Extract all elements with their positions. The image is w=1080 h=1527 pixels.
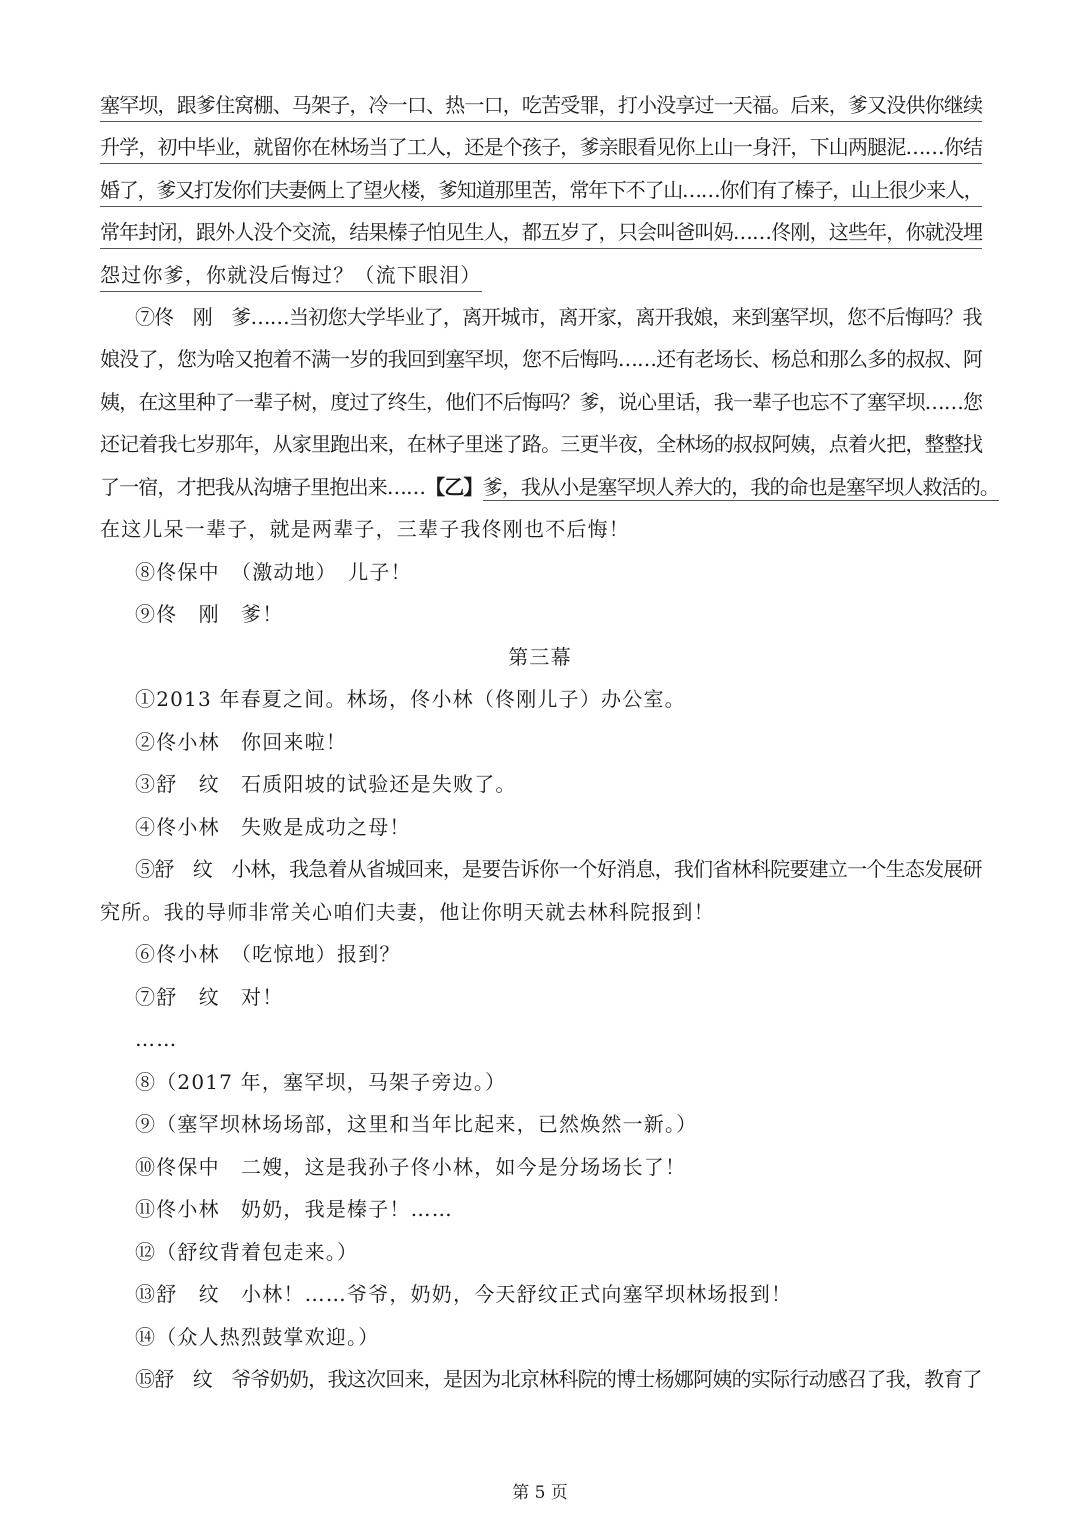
dialogue-line: ④佟小林 失败是成功之母！ <box>135 815 411 839</box>
dialogue-line: ⑮舒 纹 爷爷奶奶，我这次回来，是因为北京林科院的博士杨娜阿姨的实际行动感召了我，教育了 <box>135 1367 982 1391</box>
dialogue-line: 究所。我的导师非常关心咱们夫妻，他让你明天就去林科院报到！ <box>100 900 715 924</box>
text-line: 在这儿呆一辈子，就是两辈子，三辈子我佟刚也不后悔！ <box>100 517 630 541</box>
text-line: 还记着我七岁那年，从家里跑出来，在林子里迷了路。三更半夜，全林场的叔叔阿姨，点着火把，整整找 <box>100 432 983 456</box>
text-line: 姨，在这里种了一辈子树，度过了终生，他们不后悔吗？爹，说心里话，我一辈子也忘不了塞罕坝……您 <box>100 390 983 414</box>
dialogue-line: ⑬舒 纹 小林！……爷爷，奶奶，今天舒纹正式向塞罕坝林场报到！ <box>135 1282 793 1306</box>
text-line: 升学，初中毕业，就留你在林场当了工人，还是个孩子，爹亲眼看见你上山一身汗，下山两腿泥……你结 <box>100 132 982 164</box>
dialogue-line: ②佟小林 你回来啦！ <box>135 730 347 754</box>
dialogue-line: ①2013 年春夏之间。林场，佟小林（佟刚儿子）办公室。 <box>135 687 686 711</box>
section-title: 第三幕 <box>508 645 572 669</box>
dialogue-line: ⑥佟小林 （吃惊地）报到？ <box>135 942 401 966</box>
dialogue-line: ⑦舒 纹 对！ <box>135 985 284 1009</box>
page-number: 第 5 页 <box>512 1483 568 1503</box>
text-line: 怨过你爹，你就没后悔过？（流下眼泪） <box>100 260 482 292</box>
text-line: 婚了，爹又打发你们夫妻俩上了望火楼，爹知道那里苦，常年下不了山……你们有了榛子，山上很少来人， <box>100 175 982 207</box>
dialogue-line: ⑧（2017 年，塞罕坝，马架子旁边。） <box>135 1070 507 1094</box>
text-line: ⑦佟 刚 爹……当初您大学毕业了，离开城市，离开家，离开我娘，来到塞罕坝，您不后悔吗？我 <box>135 305 982 329</box>
ellipsis-line: …… <box>135 1027 178 1051</box>
underlined-sentence: 爹，我从小是塞罕坝人养大的，我的命也是塞罕坝人救活的。 <box>482 475 999 499</box>
dialogue-line: ⑧佟保中 （激动地） 儿子！ <box>135 560 412 584</box>
dialogue-line: ⑩佟保中 二嫂，这是我孙子佟小林，如今是分场场长了！ <box>135 1155 687 1179</box>
text-line: 塞罕坝，跟爹住窝棚、马架子，冷一口、热一口，吃苦受罪，打小没享过一天福。后来，爹又没供你继续 <box>100 90 982 122</box>
text-line <box>100 472 999 502</box>
text-segment: 了一宿，才把我从沟塘子里抱出来…… <box>100 475 426 499</box>
marker-yi: 【乙】 <box>425 475 483 499</box>
dialogue-line: ⑭（众人热烈鼓掌欢迎。） <box>135 1325 380 1349</box>
text-line: 娘没了，您为啥又抱着不满一岁的我回到塞罕坝，您不后悔吗……还有老场长、杨总和那么多的叔叔、阿 <box>100 347 983 371</box>
dialogue-line: ⑨佟 刚 爹！ <box>135 602 284 626</box>
dialogue-line: ⑪佟小林 奶奶，我是榛子！…… <box>135 1197 453 1221</box>
text-line: 常年封闭，跟外人没个交流，结果榛子怕见生人，都五岁了，只会叫爸叫妈……佟刚，这些年，你就没埋 <box>100 217 982 249</box>
dialogue-line: ③舒 纹 石质阳坡的试验还是失败了。 <box>135 772 517 796</box>
dialogue-line: ⑤舒 纹 小林，我急着从省城回来，是要告诉你一个好消息，我们省林科院要建立一个生态发展研 <box>135 857 982 881</box>
dialogue-line: ⑫（舒纹背着包走来。） <box>135 1240 359 1264</box>
dialogue-line: ⑨（塞罕坝林场场部，这里和当年比起来，已然焕然一新。） <box>135 1112 698 1136</box>
